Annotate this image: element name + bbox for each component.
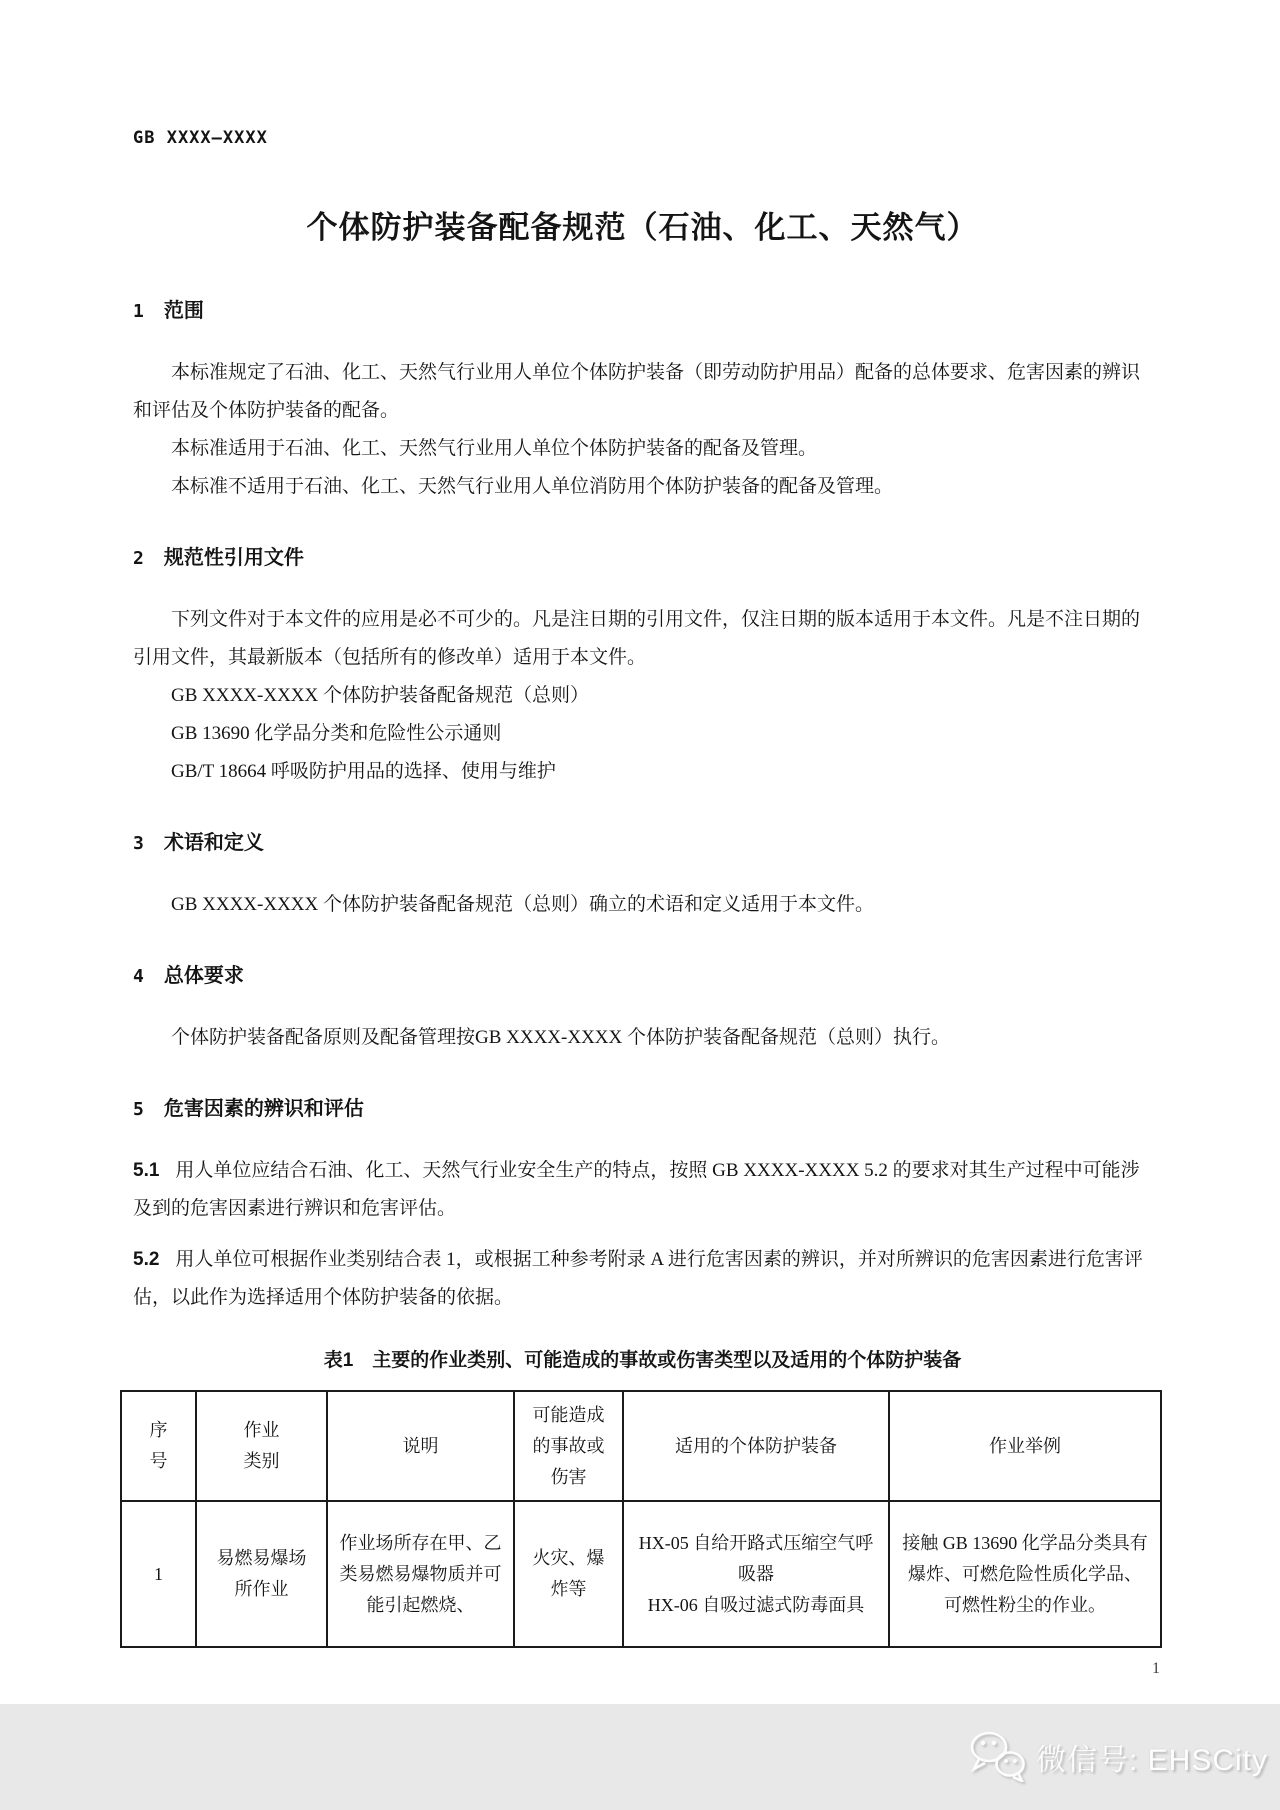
column-header-category: 作业类别 bbox=[196, 1391, 327, 1501]
clause-text: 用人单位应结合石油、化工、天然气行业安全生产的特点，按照 GB XXXX-XXXX 5.2 的要求对其生产过程中可能涉及到的危害因素进行辨识和危害评估。 bbox=[133, 1160, 1140, 1219]
section-terms-definitions bbox=[133, 829, 1152, 924]
section-heading bbox=[133, 297, 1152, 326]
section-scope bbox=[133, 297, 1152, 506]
paragraph: GB XXXX-XXXX 个体防护装备配备规范（总则）确立的术语和定义适用于本文件。 bbox=[171, 894, 874, 915]
column-header-index: 序号 bbox=[121, 1391, 196, 1501]
column-header-description: 说明 bbox=[327, 1391, 514, 1501]
section-heading bbox=[133, 962, 1152, 991]
section-normative-references bbox=[133, 544, 1152, 791]
watermark-band bbox=[0, 1704, 1280, 1810]
reference-item: GB 13690 化学品分类和危险性公示通则 bbox=[171, 723, 502, 744]
section-title: 规范性引用文件 bbox=[163, 547, 304, 569]
reference-item: GB/T 18664 呼吸防护用品的选择、使用与维护 bbox=[171, 761, 556, 782]
section-number: 2 bbox=[133, 548, 144, 569]
clause-5-1 bbox=[133, 1152, 1152, 1228]
column-header-hazard: 可能造成的事故或伤害 bbox=[514, 1391, 623, 1501]
table-row bbox=[121, 1501, 1161, 1647]
section-general-requirements bbox=[133, 962, 1152, 1057]
ppe-table bbox=[120, 1390, 1162, 1648]
ppe-cell bbox=[623, 1501, 889, 1647]
clause-5-2 bbox=[133, 1241, 1152, 1317]
paragraph: 本标准适用于石油、化工、天然气行业用人单位个体防护装备的配备及管理。 bbox=[171, 438, 818, 459]
examples-cell: 接触 GB 13690 化学品分类具有爆炸、可燃危险性质化学品、可燃性粉尘的作业。 bbox=[889, 1501, 1161, 1647]
page-number: 1 bbox=[1152, 1660, 1160, 1677]
section-hazard-identification bbox=[133, 1095, 1152, 1317]
section-number: 3 bbox=[133, 833, 144, 854]
paragraph: 本标准规定了石油、化工、天然气行业用人单位个体防护装备（即劳动防护用品）配备的总体要求、危害因素的辨识和评估及个体防护装备的配备。 bbox=[133, 362, 1141, 421]
reference-item: GB XXXX-XXXX 个体防护装备配备规范（总则） bbox=[171, 685, 589, 706]
table1-caption: 表1 主要的作业类别、可能造成的事故或伤害类型以及适用的个体防护装备 bbox=[323, 1350, 962, 1371]
category-cell: 易燃易爆场所作业 bbox=[196, 1501, 327, 1647]
document-title: 个体防护装备配备规范（石油、化工、天然气） bbox=[306, 210, 979, 245]
section-number: 4 bbox=[133, 966, 144, 987]
section-title: 术语和定义 bbox=[163, 832, 264, 854]
column-header-ppe: 适用的个体防护装备 bbox=[623, 1391, 889, 1501]
clause-text: 用人单位可根据作业类别结合表 1，或根据工种参考附录 A 进行危害因素的辨识，并对所辨识的危害因素进行危害评估，以此作为选择适用个体防护装备的依据。 bbox=[133, 1249, 1143, 1308]
watermark bbox=[966, 1728, 1268, 1787]
section-heading bbox=[133, 1095, 1152, 1124]
row-index-cell: 1 bbox=[121, 1501, 196, 1647]
table-header-row bbox=[121, 1391, 1161, 1501]
ppe-line: HX-06 自吸过滤式防毒面具 bbox=[647, 1594, 865, 1615]
watermark-text: 微信号: EHSCity bbox=[1035, 1744, 1268, 1777]
hazard-cell: 火灾、爆炸等 bbox=[514, 1501, 623, 1647]
section-title: 总体要求 bbox=[163, 965, 244, 987]
section-heading bbox=[133, 829, 1152, 858]
clause-number: 5.2 bbox=[133, 1249, 160, 1270]
section-title: 危害因素的辨识和评估 bbox=[163, 1098, 364, 1120]
paragraph: 个体防护装备配备原则及配备管理按GB XXXX-XXXX 个体防护装备配备规范（总则）执行。 bbox=[171, 1027, 950, 1048]
standard-code: GB XXXX—XXXX bbox=[133, 128, 268, 148]
ppe-line: HX-05 自给开路式压缩空气呼吸器 bbox=[638, 1532, 874, 1584]
clause-number: 5.1 bbox=[133, 1160, 160, 1181]
paragraph: 下列文件对于本文件的应用是必不可少的。凡是注日期的引用文件，仅注日期的版本适用于本文件。凡是不注日期的引用文件，其最新版本（包括所有的修改单）适用于本文件。 bbox=[133, 609, 1141, 668]
section-number: 1 bbox=[133, 301, 144, 322]
description-cell: 作业场所存在甲、乙类易燃易爆物质并可能引起燃烧、 bbox=[327, 1501, 514, 1647]
wechat-icon bbox=[966, 1728, 1028, 1787]
section-title: 范围 bbox=[163, 300, 204, 322]
column-header-examples: 作业举例 bbox=[889, 1391, 1161, 1501]
section-heading bbox=[133, 544, 1152, 573]
section-number: 5 bbox=[133, 1099, 144, 1120]
paragraph: 本标准不适用于石油、化工、天然气行业用人单位消防用个体防护装备的配备及管理。 bbox=[171, 476, 894, 497]
